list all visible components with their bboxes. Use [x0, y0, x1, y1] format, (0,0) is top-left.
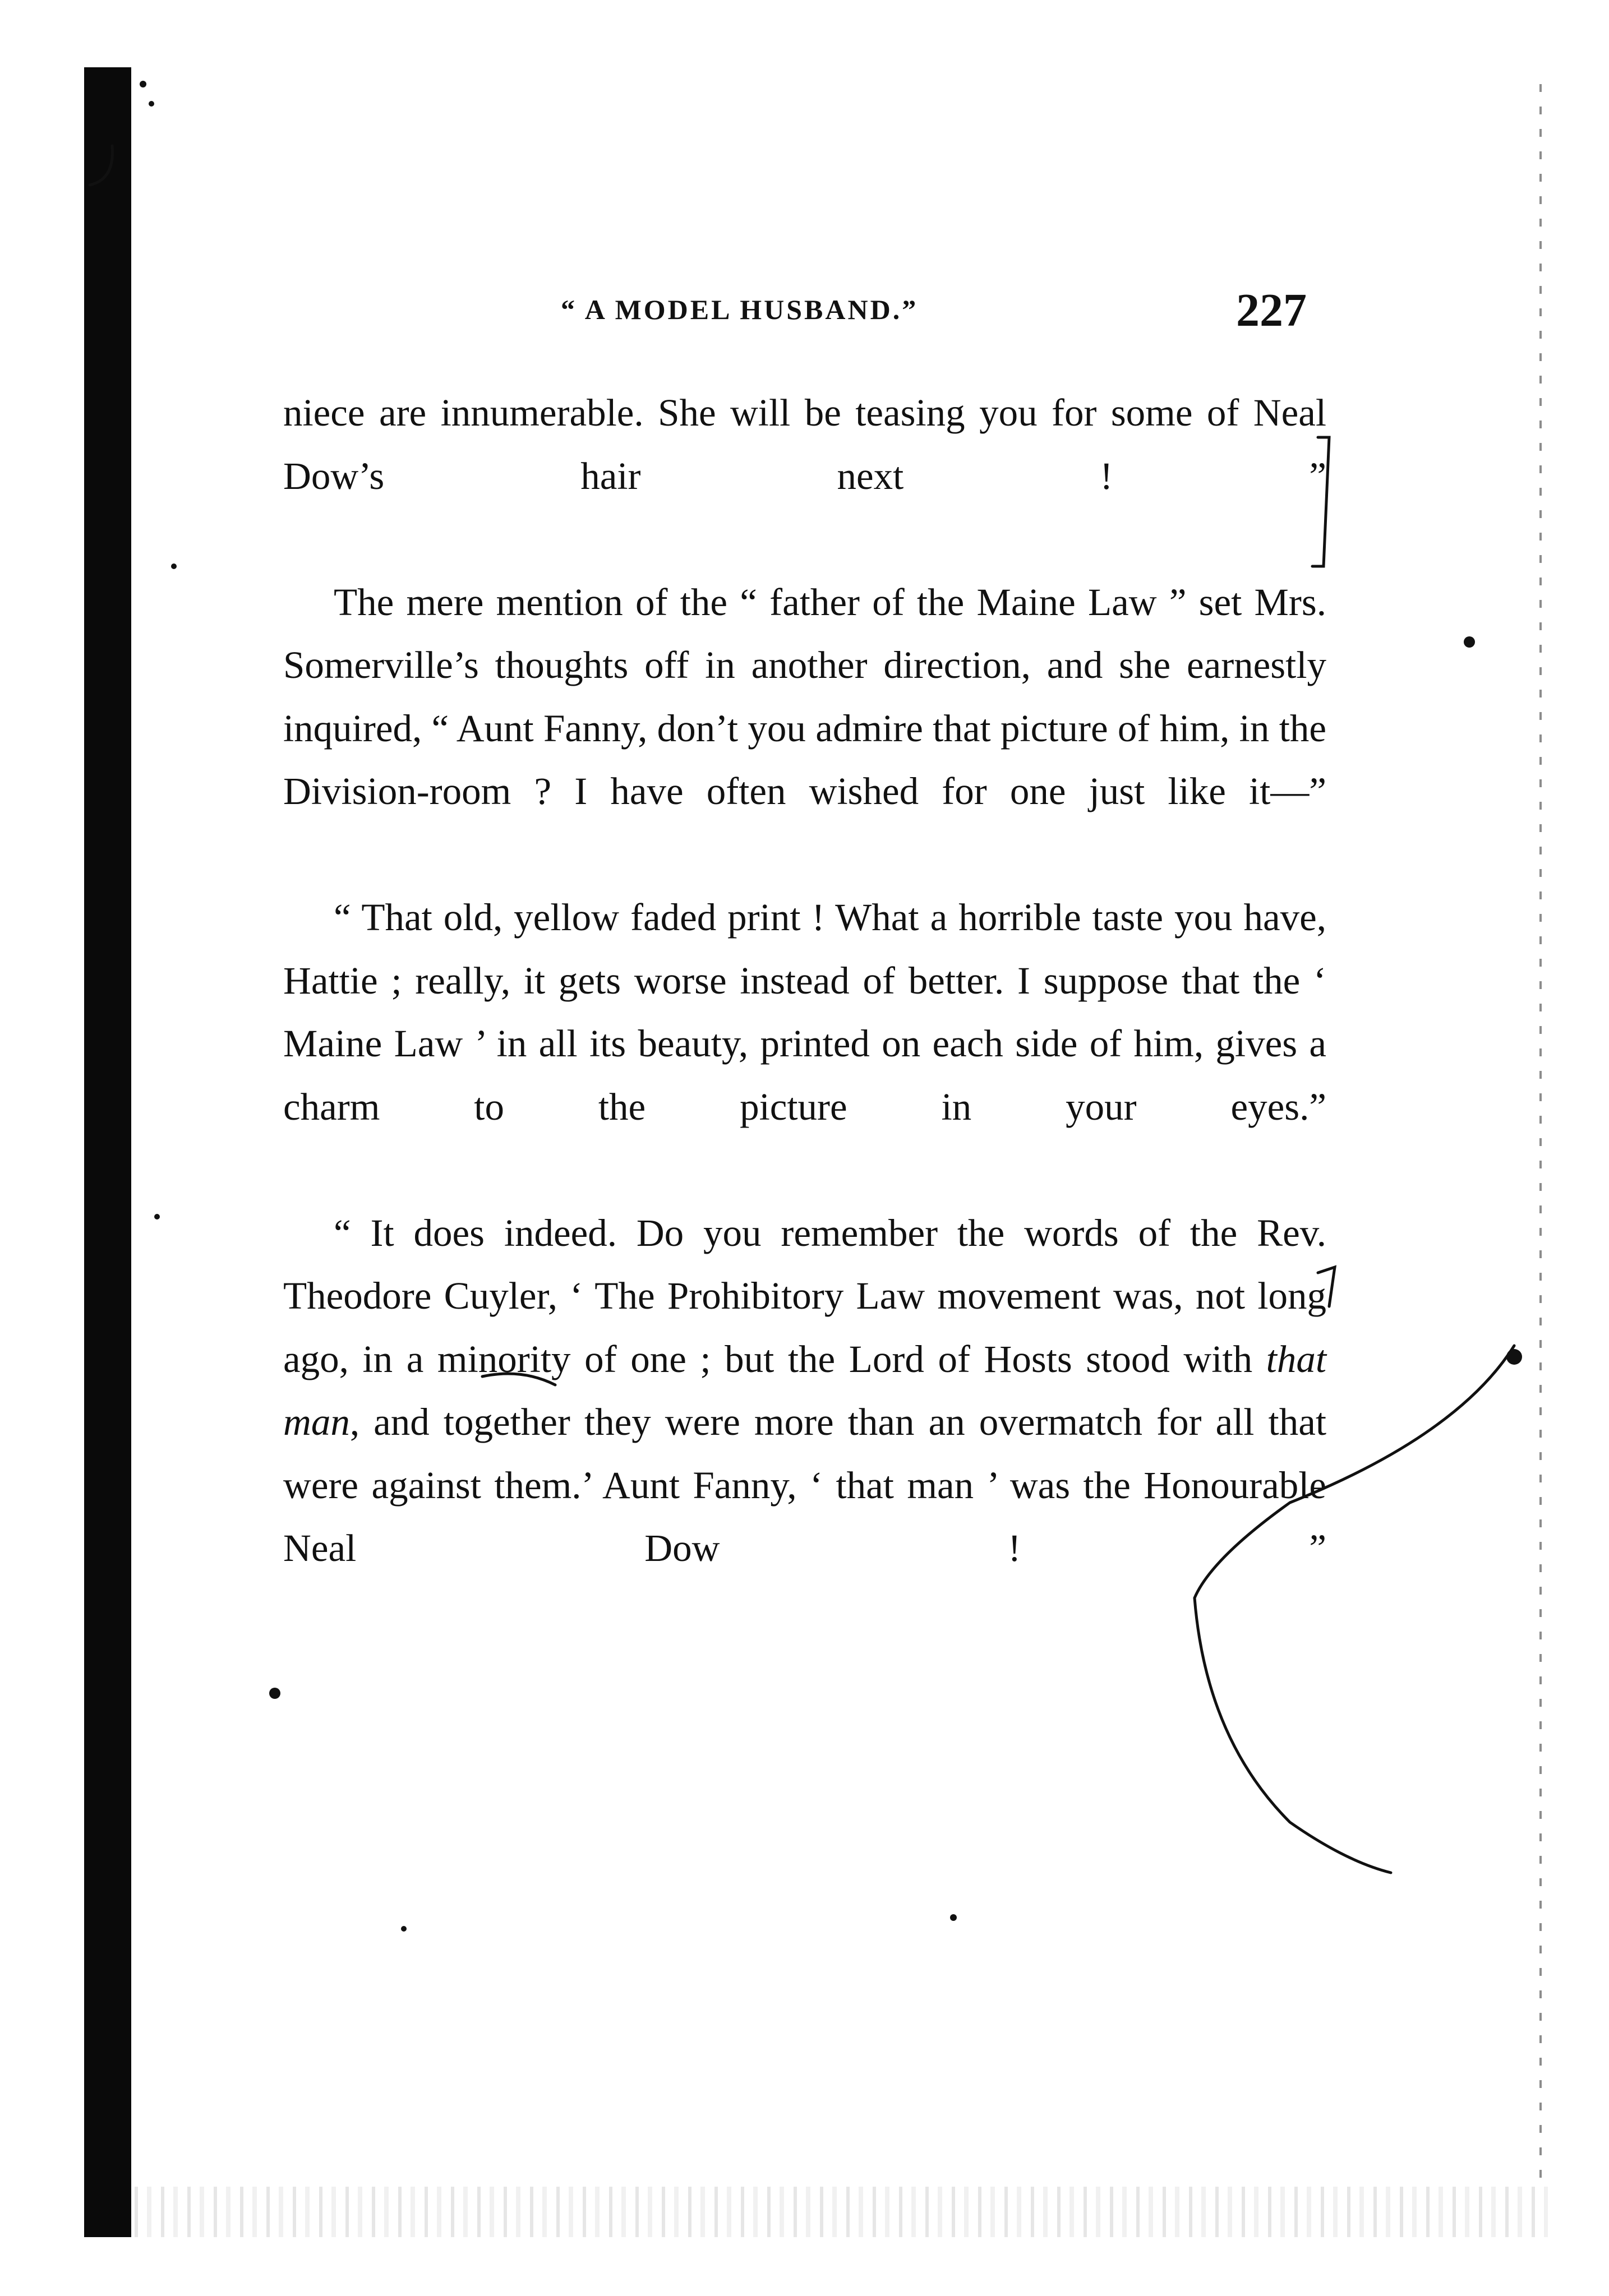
cuyler-quote-text: “ It does indeed. Do you remember the words of the Rev. Theodore Cuyler, ‘ The Prohibitory Law movement was, not long ago, in a minority of one ; but the Lord of Hosts stood with that man, and together they were more than an overmatch for all that were against them.’ Aunt Fanny, ‘ that man ’ was the Honourable Neal Dow ! ” [283, 1211, 1326, 1569]
ink-dot [401, 1926, 407, 1932]
page-binding-shadow [84, 67, 131, 2237]
paragraph-cuyler-quote [283, 1202, 1326, 1643]
ink-dot [1464, 636, 1475, 648]
ink-dot [149, 101, 154, 107]
page-bottom-speckle [135, 2187, 1548, 2237]
italic-phrase: that man [283, 1337, 1326, 1443]
ink-dot [269, 1688, 280, 1699]
ink-dot [950, 1914, 957, 1921]
running-head [292, 283, 1335, 339]
ink-dot [140, 81, 146, 87]
paragraph-yellow-print: “ That old, yellow faded print ! What a horrible taste you have, Hattie ; really, it gets worse instead of better. I suppose that the ‘ Maine Law ’ in all its beauty, printed on each side of him, gives a charm to the picture in your eyes.” [283, 896, 1326, 1128]
paragraph-continuation: niece are innumerable. She will be teasing you for some of Neal Dow’s hair next ! ” [283, 391, 1326, 497]
ink-dot [171, 563, 177, 569]
page-number: 227 [1236, 284, 1307, 336]
running-title: “ A MODEL HUSBAND.” [561, 294, 919, 325]
paragraph-neal-dow-mention: The mere mention of the “ father of the Maine Law ” set Mrs. Somerville’s thoughts off in another direction, and she earnestly inquired, “ Aunt Fanny, don’t you admire that picture of him, in the Division-room ? I have often wished for one just like it—” [283, 580, 1326, 812]
body-text [283, 381, 1326, 1643]
ink-dot [154, 1214, 160, 1219]
page-right-edge-noise [1539, 84, 1542, 2192]
ink-dot [1506, 1349, 1522, 1365]
